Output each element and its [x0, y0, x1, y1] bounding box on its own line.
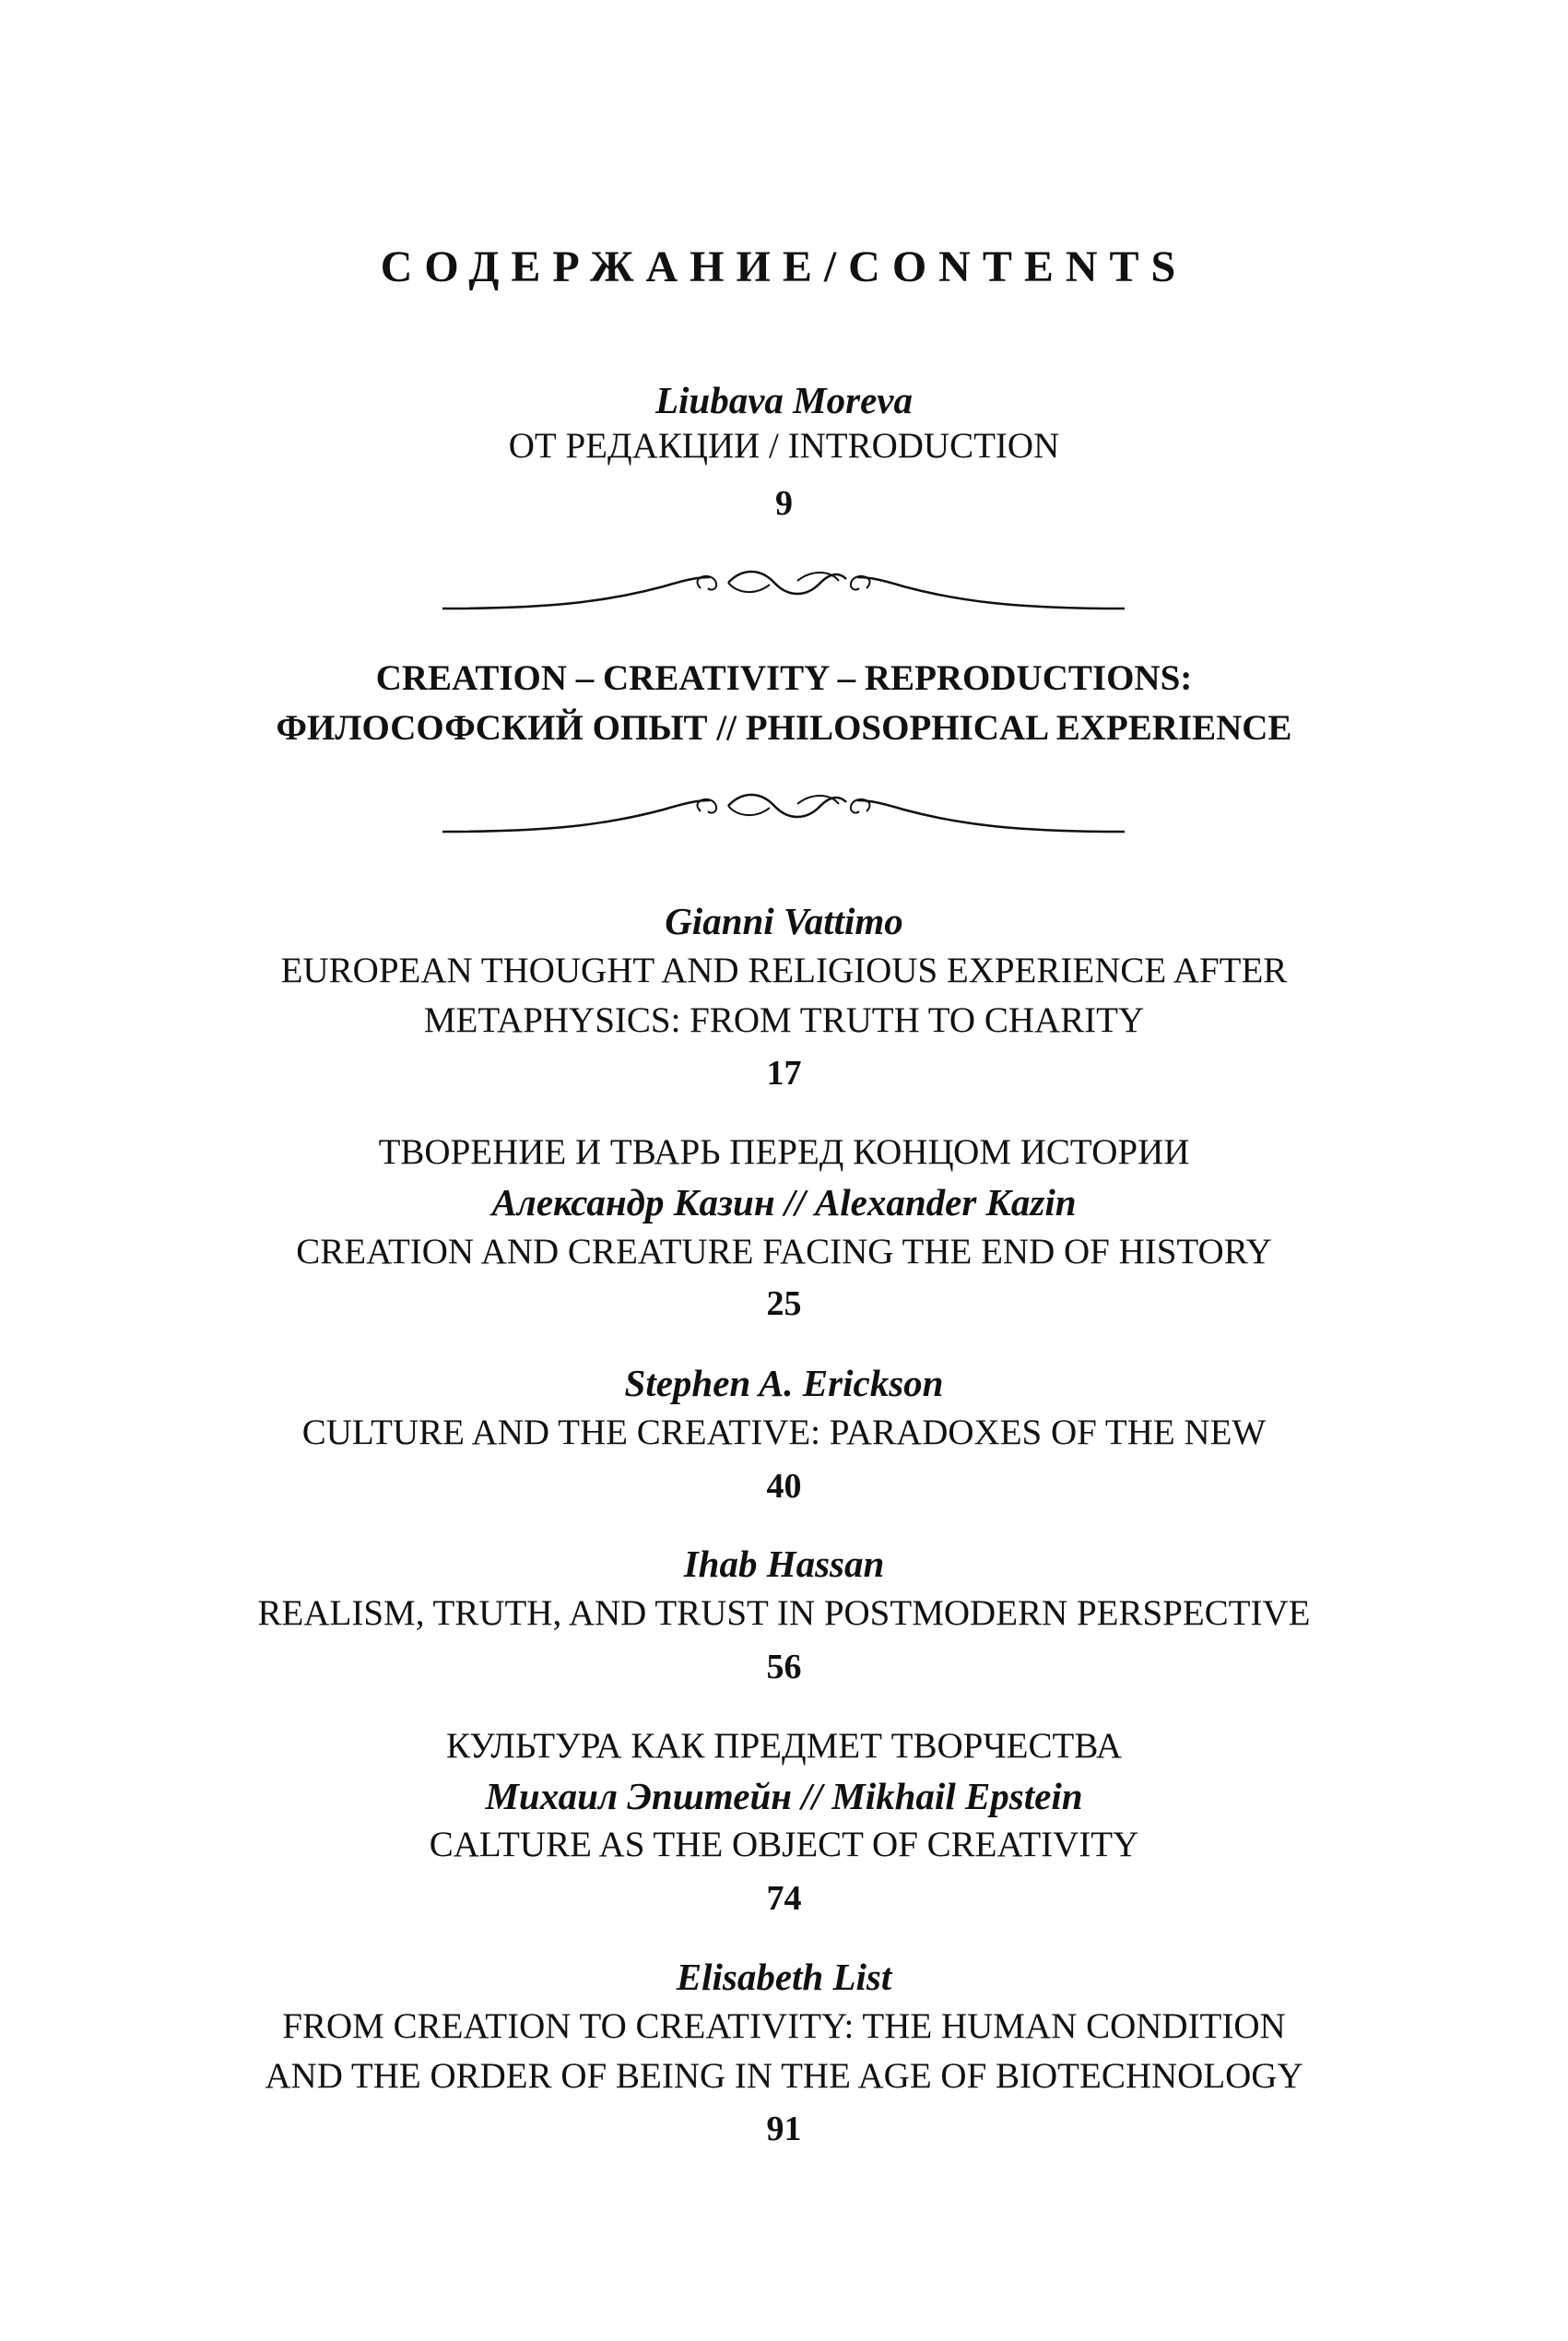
entry-page-number: 91 — [766, 2110, 802, 2148]
entry-author: Ihab Hassan — [683, 1543, 885, 1585]
entry-page-number: 56 — [766, 1648, 802, 1686]
entry-page-number: 40 — [766, 1467, 802, 1506]
page-heading: СОДЕРЖАНИЕ/CONTENTS — [380, 242, 1188, 291]
entry-title: METAPHYSICS: FROM TRUTH TO CHARITY — [423, 1000, 1145, 1040]
entry-page-number: 74 — [766, 1879, 802, 1918]
entry-title-ru: ТВОРЕНИЕ И ТВАРЬ ПЕРЕД КОНЦОМ ИСТОРИИ — [378, 1132, 1190, 1172]
section-heading-line-1: CREATION – CREATIVITY – REPRODUCTIONS: — [375, 658, 1193, 698]
ornament-divider-icon — [442, 787, 1125, 843]
section-heading-line-2: ФИЛОСОФСКИЙ ОПЫТ // PHILOSOPHICAL EXPERIENCE — [276, 708, 1292, 748]
entry-title: CALTURE AS THE OBJECT OF CREATIVITY — [429, 1825, 1139, 1864]
ornament-divider-icon — [442, 564, 1125, 620]
entry-title: FROM CREATION TO CREATIVITY: THE HUMAN CONDITION — [282, 2006, 1286, 2046]
entry-title: CULTURE AND THE CREATIVE: PARADOXES OF THE NEW — [301, 1413, 1267, 1452]
entry-title-ru: КУЛЬТУРА КАК ПРЕДМЕТ ТВОРЧЕСТВА — [445, 1726, 1123, 1766]
entry-author: Михаил Эпштейн // Mikhail Epstein — [485, 1775, 1083, 1817]
intro-title: ОТ РЕДАКЦИИ / INTRODUCTION — [508, 426, 1060, 466]
intro-author: Liubava Moreva — [655, 379, 913, 421]
entry-title: REALISM, TRUTH, AND TRUST IN POSTMODERN PERSPECTIVE — [257, 1593, 1311, 1633]
entry-author: Elisabeth List — [676, 1956, 892, 1998]
entry-page-number: 25 — [766, 1284, 802, 1323]
entry-author: Gianni Vattimo — [665, 900, 903, 942]
entry-page-number: 17 — [766, 1054, 802, 1093]
entry-author: Александр Казин // Alexander Kazin — [491, 1181, 1077, 1224]
entry-title: EUROPEAN THOUGHT AND RELIGIOUS EXPERIENCE AFTER — [280, 951, 1288, 990]
intro-page-number: 9 — [775, 484, 793, 523]
entry-title: AND THE ORDER OF BEING IN THE AGE OF BIOTECHNOLOGY — [265, 2056, 1303, 2096]
entry-title: CREATION AND CREATURE FACING THE END OF HISTORY — [296, 1232, 1272, 1271]
entry-author: Stephen A. Erickson — [624, 1362, 944, 1404]
